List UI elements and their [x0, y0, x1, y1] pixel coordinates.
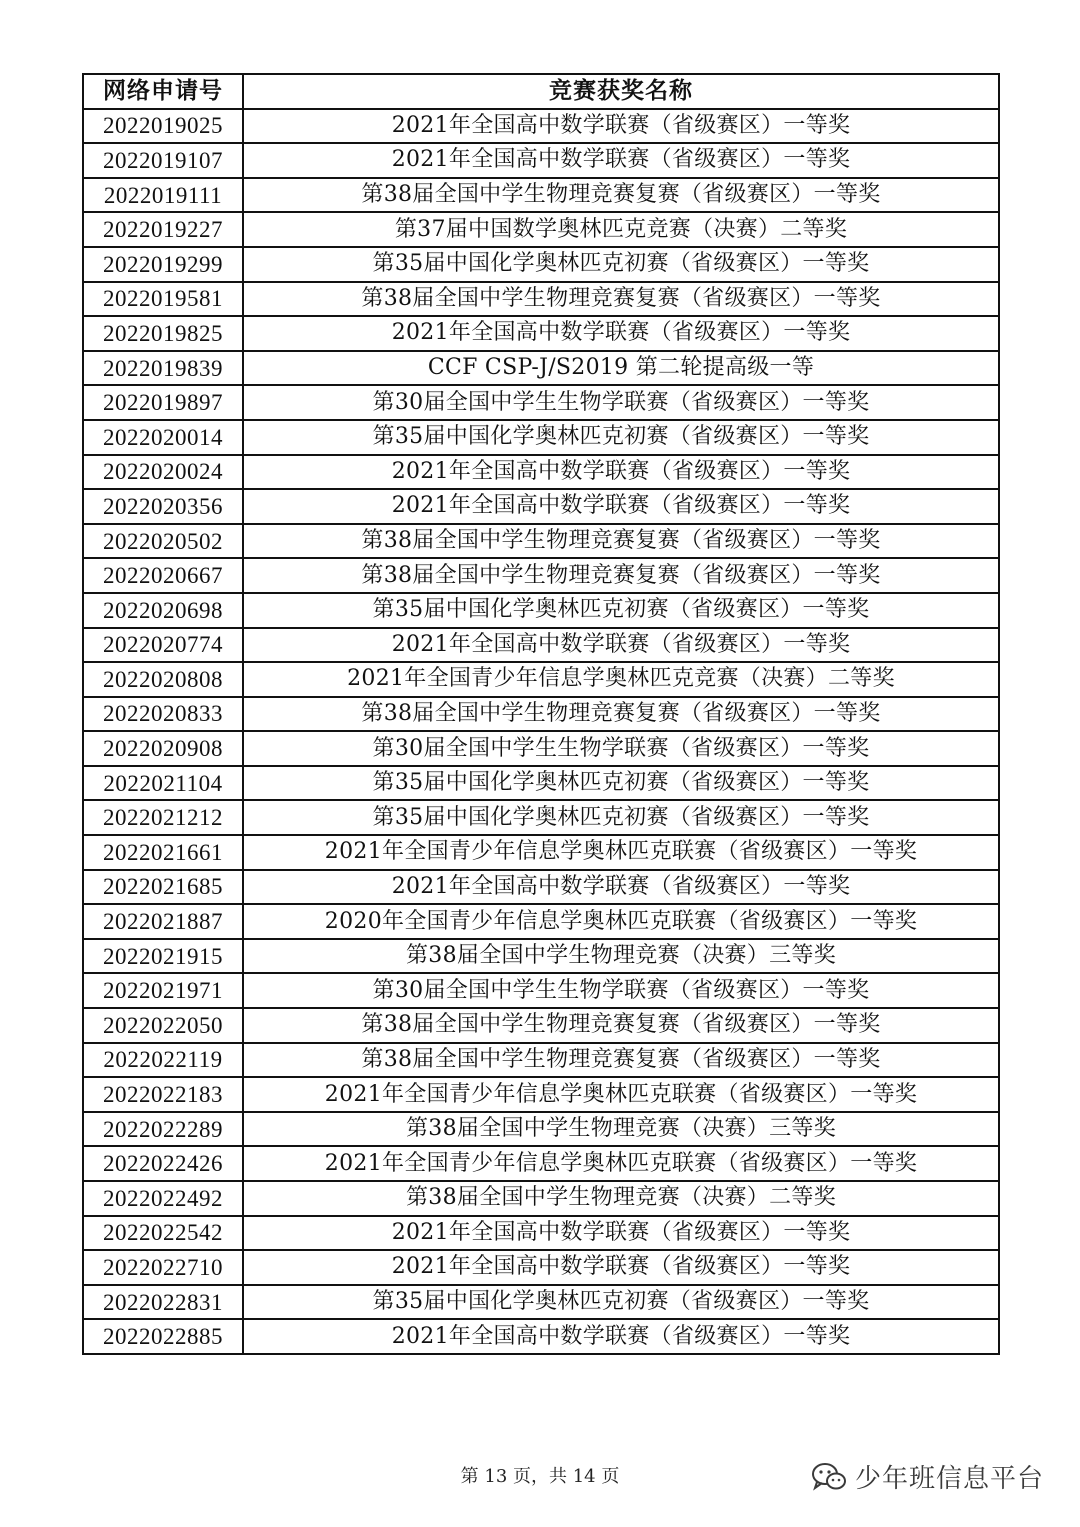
award-name-cell: 2021年全国青少年信息学奥林匹克联赛（省级赛区）一等奖: [243, 835, 999, 870]
table-row: [83, 420, 999, 455]
document-page: [82, 73, 998, 1355]
table-row: [83, 1216, 999, 1251]
table-row: [83, 247, 999, 282]
application-id-cell: 2022020774: [83, 628, 243, 663]
table-row: [83, 178, 999, 213]
award-name-cell: CCF CSP-J/S2019 第二轮提高级一等: [243, 351, 999, 386]
award-name-cell: 第38届全国中学生物理竞赛（决赛）三等奖: [243, 939, 999, 974]
application-id-cell: 2022021685: [83, 870, 243, 905]
award-name-cell: 2021年全国青少年信息学奥林匹克竞赛（决赛）二等奖: [243, 662, 999, 697]
award-name-cell: 第35届中国化学奥林匹克初赛（省级赛区）一等奖: [243, 420, 999, 455]
table-row: [83, 904, 999, 939]
table-header-row: [83, 74, 999, 109]
table-row: [83, 697, 999, 732]
table-row: [83, 143, 999, 178]
application-id-cell: 2022021971: [83, 973, 243, 1008]
award-name-cell: 第37届中国数学奥林匹克竞赛（决赛）二等奖: [243, 212, 999, 247]
table-row: [83, 662, 999, 697]
table-row: [83, 1077, 999, 1112]
table-row: [83, 939, 999, 974]
award-name-cell: 2021年全国高中数学联赛（省级赛区）一等奖: [243, 455, 999, 490]
header-application-id: 网络申请号: [83, 74, 243, 109]
award-name-cell: 第30届全国中学生生物学联赛（省级赛区）一等奖: [243, 731, 999, 766]
table-row: [83, 835, 999, 870]
award-name-cell: 第38届全国中学生物理竞赛（决赛）三等奖: [243, 1112, 999, 1147]
award-name-cell: 2021年全国高中数学联赛（省级赛区）一等奖: [243, 870, 999, 905]
award-name-cell: 2021年全国高中数学联赛（省级赛区）一等奖: [243, 1319, 999, 1354]
application-id-cell: 2022022492: [83, 1181, 243, 1216]
application-id-cell: 2022020014: [83, 420, 243, 455]
award-name-cell: 2021年全国高中数学联赛（省级赛区）一等奖: [243, 489, 999, 524]
table-row: [83, 385, 999, 420]
table-row: [83, 800, 999, 835]
application-id-cell: 2022022119: [83, 1043, 243, 1078]
application-id-cell: 2022020667: [83, 558, 243, 593]
award-name-cell: 第38届全国中学生物理竞赛复赛（省级赛区）一等奖: [243, 697, 999, 732]
table-row: [83, 351, 999, 386]
application-id-cell: 2022022542: [83, 1216, 243, 1251]
award-name-cell: 第30届全国中学生生物学联赛（省级赛区）一等奖: [243, 973, 999, 1008]
application-id-cell: 2022022710: [83, 1250, 243, 1285]
page-footer: 第 13 页，共 14 页: [460, 1466, 620, 1487]
application-id-cell: 2022019897: [83, 385, 243, 420]
application-id-cell: 2022019839: [83, 351, 243, 386]
award-name-cell: 第35届中国化学奥林匹克初赛（省级赛区）一等奖: [243, 800, 999, 835]
table-row: [83, 1008, 999, 1043]
table-row: [83, 766, 999, 801]
table-row: [83, 316, 999, 351]
application-id-cell: 2022022050: [83, 1008, 243, 1043]
award-name-cell: 2020年全国青少年信息学奥林匹克联赛（省级赛区）一等奖: [243, 904, 999, 939]
award-name-cell: 第38届全国中学生物理竞赛复赛（省级赛区）一等奖: [243, 558, 999, 593]
award-name-cell: 第30届全国中学生生物学联赛（省级赛区）一等奖: [243, 385, 999, 420]
table-row: [83, 1319, 999, 1354]
application-id-cell: 2022020833: [83, 697, 243, 732]
application-id-cell: 2022021887: [83, 904, 243, 939]
table-row: [83, 973, 999, 1008]
award-name-cell: 2021年全国高中数学联赛（省级赛区）一等奖: [243, 109, 999, 144]
application-id-cell: 2022019107: [83, 143, 243, 178]
table-body: [83, 109, 999, 1354]
application-id-cell: 2022019581: [83, 282, 243, 317]
table-row: [83, 593, 999, 628]
application-id-cell: 2022020698: [83, 593, 243, 628]
application-id-cell: 2022021104: [83, 766, 243, 801]
table-row: [83, 282, 999, 317]
application-id-cell: 2022022831: [83, 1285, 243, 1320]
award-name-cell: 第38届全国中学生物理竞赛复赛（省级赛区）一等奖: [243, 178, 999, 213]
award-name-cell: 2021年全国高中数学联赛（省级赛区）一等奖: [243, 1216, 999, 1251]
table-row: [83, 109, 999, 144]
table-row: [83, 1285, 999, 1320]
application-id-cell: 2022019025: [83, 109, 243, 144]
table-row: [83, 558, 999, 593]
table-row: [83, 524, 999, 559]
table-row: [83, 455, 999, 490]
award-name-cell: 2021年全国青少年信息学奥林匹克联赛（省级赛区）一等奖: [243, 1077, 999, 1112]
table-row: [83, 1181, 999, 1216]
application-id-cell: 2022022426: [83, 1146, 243, 1181]
wechat-icon: [811, 1462, 847, 1492]
award-name-cell: 第38届全国中学生物理竞赛（决赛）二等奖: [243, 1181, 999, 1216]
award-name-cell: 2021年全国青少年信息学奥林匹克联赛（省级赛区）一等奖: [243, 1146, 999, 1181]
application-id-cell: 2022021915: [83, 939, 243, 974]
application-id-cell: 2022020356: [83, 489, 243, 524]
award-name-cell: 2021年全国高中数学联赛（省级赛区）一等奖: [243, 316, 999, 351]
application-id-cell: 2022022183: [83, 1077, 243, 1112]
application-id-cell: 2022020808: [83, 662, 243, 697]
table-row: [83, 1112, 999, 1147]
table-row: [83, 628, 999, 663]
application-id-cell: 2022019825: [83, 316, 243, 351]
application-id-cell: 2022021212: [83, 800, 243, 835]
awards-table: [82, 73, 1000, 1355]
application-id-cell: 2022021661: [83, 835, 243, 870]
table-row: [83, 489, 999, 524]
application-id-cell: 2022022289: [83, 1112, 243, 1147]
table-row: [83, 731, 999, 766]
application-id-cell: 2022019227: [83, 212, 243, 247]
award-name-cell: 第35届中国化学奥林匹克初赛（省级赛区）一等奖: [243, 593, 999, 628]
award-name-cell: 2021年全国高中数学联赛（省级赛区）一等奖: [243, 628, 999, 663]
award-name-cell: 2021年全国高中数学联赛（省级赛区）一等奖: [243, 143, 999, 178]
application-id-cell: 2022020502: [83, 524, 243, 559]
application-id-cell: 2022019111: [83, 178, 243, 213]
table-row: [83, 212, 999, 247]
award-name-cell: 第38届全国中学生物理竞赛复赛（省级赛区）一等奖: [243, 1043, 999, 1078]
award-name-cell: 第35届中国化学奥林匹克初赛（省级赛区）一等奖: [243, 247, 999, 282]
application-id-cell: 2022022885: [83, 1319, 243, 1354]
table-row: [83, 1146, 999, 1181]
header-award-name: 竞赛获奖名称: [243, 74, 999, 109]
award-name-cell: 2021年全国高中数学联赛（省级赛区）一等奖: [243, 1250, 999, 1285]
watermark: [811, 1458, 1044, 1495]
watermark-text: 少年班信息平台: [854, 1464, 1044, 1494]
award-name-cell: 第38届全国中学生物理竞赛复赛（省级赛区）一等奖: [243, 524, 999, 559]
award-name-cell: 第35届中国化学奥林匹克初赛（省级赛区）一等奖: [243, 1285, 999, 1320]
table-row: [83, 1043, 999, 1078]
award-name-cell: 第38届全国中学生物理竞赛复赛（省级赛区）一等奖: [243, 1008, 999, 1043]
application-id-cell: 2022020908: [83, 731, 243, 766]
award-name-cell: 第38届全国中学生物理竞赛复赛（省级赛区）一等奖: [243, 282, 999, 317]
application-id-cell: 2022020024: [83, 455, 243, 490]
application-id-cell: 2022019299: [83, 247, 243, 282]
award-name-cell: 第35届中国化学奥林匹克初赛（省级赛区）一等奖: [243, 766, 999, 801]
table-row: [83, 870, 999, 905]
table-row: [83, 1250, 999, 1285]
